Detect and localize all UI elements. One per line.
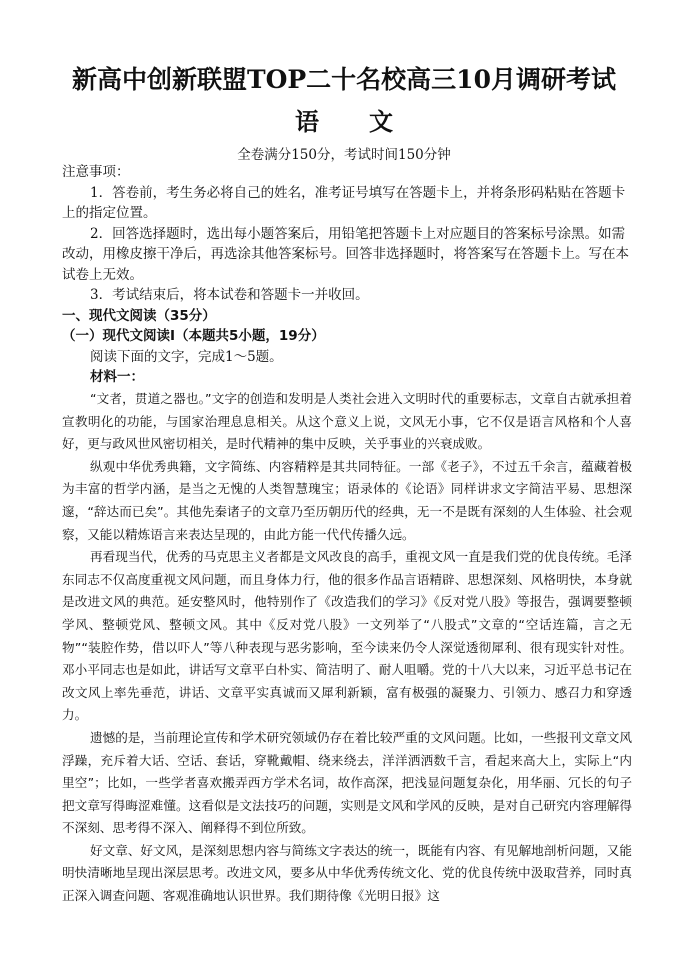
material-paragraph-2: 纵观中华优秀典籍，文字简练、内容精粹是其共同特征。一部《老子》，不过五千余言，蕴藏着极为丰富的哲学内涵，是当之无愧的人类智慧瑰宝；语录体的《论语》同样讲求文字简洁平易、思想深邃，“辞达而已矣”。其他先秦诸子的文章乃至历朝历代的经典，无一不是既有深刻的人生体验、社会观察，又能以精炼语言来表达呈现的，由此方能一代代传播久远。: [62, 458, 632, 542]
material-paragraph-3: 再看现当代，优秀的马克思主义者都是文风改良的高手，重视文风一直是我们党的优良传统。毛泽东同志不仅高度重视文风问题，而且身体力行，他的很多作品言语精辟、思想深刻、风格明快，本身就是改进文风的典范。延安整风时，他特别作了《改造我们的学习》《反对党八股》等报告，强调要整顿学风、整顿党风、整顿文风。其中《反对党八股》一文列举了“八股式”文章的“空话连篇，言之无物”“装腔作势，借以吓人”等八种表现与恶劣影响，至今读来仍令人深觉透彻犀利、很有现实针对性。邓小平同志也是如此，讲话写文章平白朴实、简洁明了、耐人咀嚼。党的十八大以来，习近平总书记在改文风上率先垂范，讲话、文章平实真诚而又犀利新颖，富有极强的凝聚力、引领力、感召力和穿透力。: [62, 549, 632, 723]
exam-title: 新高中创新联盟TOP二十名校高三10月调研考试: [72, 65, 616, 94]
note-item-3: 3．考试结束后，将本试卷和答题卡一并收回。: [90, 287, 369, 303]
material-label: 材料一：: [90, 369, 144, 385]
material-paragraph-1: “文者，贯道之器也。”文字的创造和发明是人类社会进入文明时代的重要标志，文章自古就承担着宣教明化的功能，与国家治理息息相关。从这个意义上说，文风无小事，它不仅是语言风格和个人喜好，更与政风世风密切相关，是时代精神的集中反映，关乎事业的兴衰成败。: [62, 391, 632, 452]
reading-instruction: 阅读下面的文字，完成1～5题。: [90, 348, 283, 365]
subject-title: 语文: [295, 107, 443, 136]
material-one-text: [62, 388, 632, 908]
note-item-1: 1．答卷前，考生务必将自己的姓名，准考证号填写在答题卡上，并将条形码粘贴在答题卡上的指定位置。: [62, 184, 626, 221]
score-time-info: 全卷满分150分，考试时间150分钟: [237, 147, 451, 163]
material-paragraph-4: 遗憾的是，当前理论宣传和学术研究领域仍存在着比较严重的文风问题。比如，一些报刊文章文风浮躁，充斥着大话、空话、套话，穿靴戴帽、绕来绕去，洋洋洒洒数千言，看起来高大上，实际上“内里空”；比如，一些学者喜欢搬弄西方学术名词，故作高深，把浅显问题复杂化，用华丽、冗长的句子把文章写得晦涩难懂。这看似是文法技巧的问题，实则是文风和学风的反映，是对自己研究内容理解得不深刻、思考得不深入、阐释得不到位所致。: [62, 729, 632, 836]
sub-section-heading: （一）现代文阅读Ⅰ（本题共5小题，19分）: [62, 328, 325, 344]
exam-notes: [62, 162, 632, 388]
notes-heading: 注意事项：: [62, 164, 130, 180]
note-item-2: 2．回答选择题时，选出每小题答案后，用铅笔把答题卡上对应题目的答案标号涂黑。如需改动，用橡皮擦干净后，再选涂其他答案标号。回答非选择题时，将答案写在答题卡上。写在本试卷上无效。: [62, 225, 629, 283]
section-heading: 一、现代文阅读（35分）: [62, 307, 216, 324]
material-paragraph-5: 好文章、好文风，是深刻思想内容与简练文字表达的统一，既能有内容、有见解地剖析问题，又能明快清晰地呈现出深层思考。改进文风，要多从中华优秀传统文化、党的优良传统中汲取营养，同时真正深入调查问题、客观准确地认识世界。我们期待像《光明日报》这: [62, 842, 632, 904]
